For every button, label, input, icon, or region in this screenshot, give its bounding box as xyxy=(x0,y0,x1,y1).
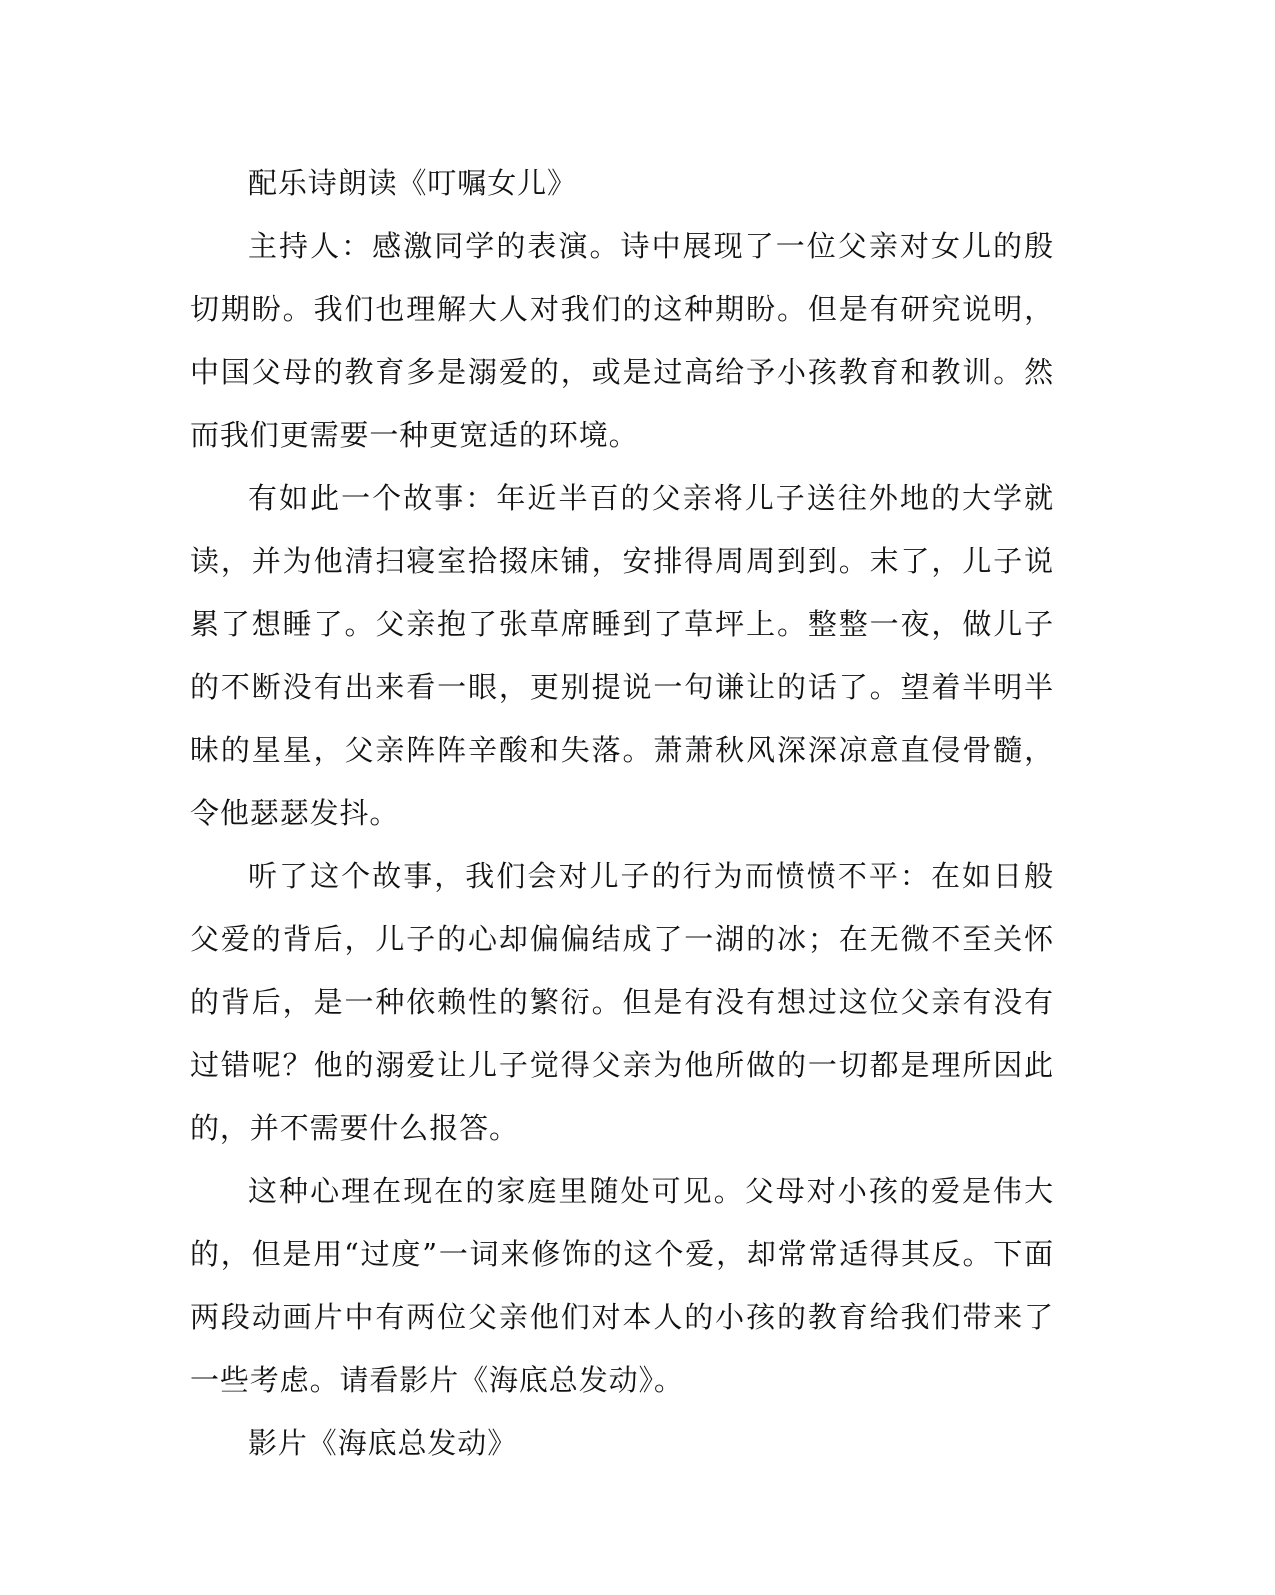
paragraph-film-introduction: 这种心理在现在的家庭里随处可见。父母对小孩的爱是伟大的，但是用“过度”一词来修饰的这个爱，却常常适得其反。下面两段动画片中有两位父亲他们对本人的小孩的教育给我们带来了一些考虑。请看影片《海底总发动》。 xyxy=(190,1174,1054,1397)
paragraph-father-story: 有如此一个故事：年近半百的父亲将儿子送往外地的大学就读，并为他清扫寝室拾掇床铺，安排得周周到到。末了，儿子说累了想睡了。父亲抱了张草席睡到了草坪上。整整一夜，做儿子的不断没有出来看一眼，更别提说一句谦让的话了。望着半明半昧的星星，父亲阵阵辛酸和失落。萧萧秋风深深凉意直侵骨髓，令他瑟瑟发抖。 xyxy=(190,481,1054,830)
paragraph-film-title: 影片《海底总发动》 xyxy=(248,1426,518,1460)
paragraph-host-remarks: 主持人：感激同学的表演。诗中展现了一位父亲对女儿的殷切期盼。我们也理解大人对我们的这种期盼。但是有研究说明，中国父母的教育多是溺爱的，或是过高给予小孩教育和教训。然而我们更需要一种更宽适的环境。 xyxy=(190,229,1054,452)
document-body xyxy=(190,152,1054,1475)
paragraph-story-reflection: 听了这个故事，我们会对儿子的行为而愤愤不平：在如日般父爱的背后，儿子的心却偏偏结成了一湖的冰；在无微不至关怀的背后，是一种依赖性的繁衍。但是有没有想过这位父亲有没有过错呢？他的溺爱让儿子觉得父亲为他所做的一切都是理所因此的，并不需要什么报答。 xyxy=(190,859,1054,1145)
paragraph-poem-reading-title: 配乐诗朗读《叮嘱女儿》 xyxy=(248,166,577,200)
